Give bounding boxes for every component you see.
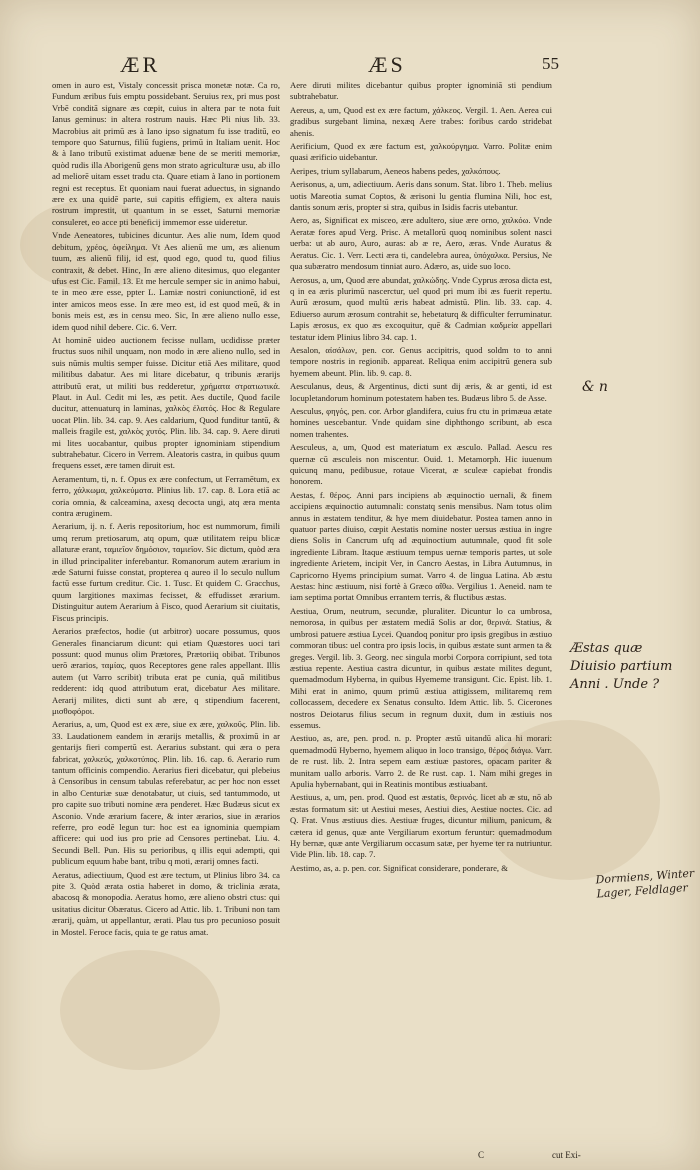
entry-paragraph: Aesculeus, a, um, Quod est materiatum ex æsculo. Pallad. Aescu res quernæ cū æsculeis non miscentur. Ouid. 1. Metamorph. Hic iuuenum quicunq manu, pedibusue, rotaue Vicerat, æ sculeæ capiebat frondis honorem. (290, 442, 552, 487)
entry-paragraph: Aerisonus, a, um, adiectiuum. Aeris dans sonum. Stat. libro 1. Theb. melius uotis Mareotia sumat Coptos, & ærisoni lu gentia flumina Nili, hoc est, dantis sonum æris, propter si stra, quibus in Isidis facris utebantur. (290, 179, 552, 213)
handwritten-margin-note: Dormiens, Winter Lager, Feldlager (595, 866, 695, 901)
entry-paragraph: Aerosus, a, um, Quod ære abundat, χαλκώδης. Vnde Cyprus ærosa dicta est, q in ea æris plurimū nascerctur, uel quod pri mum ibi æs fuerit repertu. Aurū ærosum, quod multū æris habeat admistū. Plin. lib. 33. cap. 4. Ediuerso aurum ærosum contrahit se, hebetaturq & difficulter ferruminatur. Lapis ærosus, ex quo æs excoquitur, quē & Cadmian καδμεία appellari testatur idem Plinius libro 34. cap. 1. (290, 274, 552, 342)
right-column (290, 80, 552, 1130)
entry-paragraph: Aesculanus, deus, & Argentinus, dicti sunt dij æris, & ar genti, id est locupletandorum hominum potestatem haben tes. Budæus libro 5. de Asse. (290, 381, 552, 403)
entry-paragraph: Aestas, f. θέρος. Anni pars incipiens ab æquinoctio uernali, & finem accipiens æquinoctio autumnali: constatq senis mensibus. Nam totus olim annus in æstatem tenditur, & hye mem diuidebatur. Postea tamen anno in quatuor partes diuiso, cœpit Aestatis nomine noster uersus æstiua in ingre diens Solis in Cancrum ufq ad æquinoctium autumnale, quod fit sole ingrediente Libram. Itaque æstiuum tempus uernæ temporis partes, ut sole ingrediente Arietem, incipit Ver, in Cancro Aestas, in Libra Autumnus, in Capricorno Hyems principium sumat. Varro 4. de lingua Latina. Ab æstu Aestas: hinc æstiuum, nisi fortè à Græco αἴθω. Vergilius 1. Aeneid. nam te iam septima portat Omnibus errantem terris, & fluctibus æstas. (290, 489, 552, 603)
entry-paragraph: Aestiua, Orum, neutrum, secundæ, pluraliter. Dicuntur lo ca umbrosa, nemorosa, in quibus per æstatem mediā Solis ar dor, θερινά. Statius, & umbrosi patuere æstiua Lycei. Quandoq ponitur pro ipsis gregibus in æstiuo commoran tibus: uel contra pro ipsis locis, in quibus æstate sunt armen ta & greges. Vergil. lib. 3. Georg. nec singula morbi Corpora corripiunt, sed tota æstiua repente. Aestiua castra dicuntur, in quibus æstate milites degunt, quemadmodum Hyberna, in quibus Hyememe transigunt. Cic. Epist. lib. 1. Mihi erat in animo, quum primū æstiua attigissem, militaremq rem collocassem, decedere ex Senatus consulto. Idem Attic. lib. 5. Cicerones nostros Deiotarus filius secum in regnum duxit, dum in æstiuis nos essemus. (290, 605, 552, 730)
entry-paragraph: Aerarios præfectos, hodie (ut arbitror) uocare possumus, quos Generales financiarum dicunt: qui etiam Quæstores uoci tari possunt: quod munus olim Prætores, Prætoriiq obibat. Tribunos uerō ærarios, ταμίας, quos Receptores gene rales appellant. Illis autem (ut Varro scribit) tributa erat pe cunia, quā militibus redderent: idq quod attributum erat, dicebatur Aes militare. Aerarij milites, dicti sunt ab ære, q stipendium facerent, μισθοφόροι. (52, 626, 280, 716)
handwritten-margin-note: Æstas quæ Diuisio partium Anni . Unde ? (570, 641, 673, 692)
entry-paragraph: Aeramentum, ti, n. f. Opus ex ære confectum, ut Ferramētum, ex ferro, χάλκωμα, χαλκεύματα. Plinius lib. 17. cap. 8. Lora etiā ac coria omnia, & calceamina, axesq decocta ungi, atq æra menta contra æruginem. (52, 473, 280, 519)
entry-paragraph: Aere diruti milites dicebantur quibus propter ignominiā sti pendium subtrahebatur. (290, 80, 552, 102)
entry-paragraph: Aestiuus, a, um, pen. prod. Quod est æstatis, θερινός. licet ab æ stu, nō ab æstas formatum sit: ut Aestiui meses, Aestiui dies, Aestiue noctes. Cic. ad Q. Frat. Vnus æstiuus dies. Aestiuæ fruges, dicuntur milium, panicum, & cætera id genus, quæ ante Vergiliarum exortum feruntur: quemadmodum Hy bernæ, quæ ante Vergiliarum occasum satæ, per hyeme ter ra nutriuntur. Vide Plin. lib. 18. cap. 7. (290, 792, 552, 860)
page-number: 55 (542, 54, 559, 73)
entry-paragraph: At hominē uideo auctionem fecisse nullam, ucdidisse præter fructus suos nihil unquam, non modo in ære alieno nullo, sed in suis nūmis multis semper fuisse. Dicitur etiā Aes militare, quod militibus dabatur. Aes mi litare dicebatur, q tribunis ærarijs attributū erat, ut militi bus redderetur, χρήματα στρατιωτικά. Plaut. in Aul. Cedit mi les, æs petit. Aes ductile, Quod facile ducitur, attenuaturq in laminas, χαλκὸς ἐλατός. Hoc & Regulare uocat Plin. lib. 34. cap. 9. Aes caldarium, Quod funditur tantū, & malleis fragile est, χαλκὸς χυτός. Plin. lib. 34. cap. 9. Aere diruti mi lites uocabantur, quibus propter ignominiam stipendium subtrahebatur. Cicero in Verrem. Aleatoris castra, in quibus quum frequens esset, ære tamen diruit est. (52, 334, 280, 471)
entry-paragraph: Aero, as, Significat ex misceo, ære adultero, siue ære orno, χαλκόω. Vnde Aeratæ fores apud Verg. Prisc. A metallorū quoq nominibus solent nasci uerba: ut ab auro, Auro, auras: ab æ re, Aero, æras. Vnde Auratus & Aeratus. Cic. 1. Verr. Lecti æra ti, candelebra aurea, ὑπόχαλκα. Persius, Ne qua subæratro mendosum tinniat auro. Adæro, as, uide suo loco. (290, 215, 552, 272)
entry-paragraph: Aestiuo, as, are, pen. prod. n. p. Propter æstū uitandū alica hi morari: quemadmodū Hyberno, hyemem aliquo in loco transigo, θέρος διάγω. Varr. de re rust. lib. 2. Intra sepem eam æstiuæ pastores, opacam pariter & munitam uallo arboris. Varro 2. de Re rust. cap. 1. Nam mihi greges in Apulia hybernabant, qui in Reatinis montibus æstiuabant. (290, 733, 552, 789)
signature-mark: C (478, 1150, 485, 1160)
entry-paragraph: Aerarium, ij. n. f. Aeris repositorium, hoc est nummorum, fimili umq rerum pretiosarum, atq opum, quæ utilitatem reipu blicæ allaturæ erant, ταμιεῖον δημόσιον, ταμιεῖον. Sic dictum, quòd æra in illud principaliter inferebantur. Romanorum autem ærarium in æde Saturni fuisse constat, propterea q aureo il lo seculo nullum factū esse furtum creditur. Cic. 1. Tusc. Et quidem C. Gracchus, quum largitiones maximas fecisset, & effudisset ærarium. Distinguitur autem Aerarium à Fisco, quod Aerarium sit ciuitatis, Fiscus principis. (52, 521, 280, 623)
header-left: ÆR (120, 52, 161, 77)
entry-paragraph: Aesalon, αἰσάλων, pen. cor. Genus accipitris, quod soldm to to anni tempore nostris in regionib. appareat. Reliqua enim accipitrū genera sub hyemem abeunt. Plin. lib. 9. cap. 8. (290, 344, 552, 378)
entry-paragraph: omen in auro est, Vistaly concessit prisca monetæ notæ. Ca ro, Fundum æribus fuis emptu possidebant. Seruius rex, pri mus post Vrbē conditā signare æs cœpit, cuius in altera par te nota fuit Ianus geminus: in altera rostrum nauis. Hæc Pli nius lib. 33. Macrobius ait primū æs à Iano ipso signatum fu isse traditū, eo tempore quo Saturnus, filiū fugiens, primū in Italiam uenit. Hoc & à Iano tributū existimat aduenæ bene de se meriti memoriæ, quòd rudis illa Aborigenū gens mon strato agriculturæ usu, ab illo ad meliorē uitam esset tradu cta. Quare etiam à Iano in portionem regni est receptus. Et quoniam naui fuerat aduectus, in signando ære ex una quidē parte, sui capitis effigiem, ex altera nauis rostrum imprestit, ut quantum in se esset, Saturni memoriæ consuleret, eo acce pti beneficij immemor esse uideretur. (52, 80, 280, 227)
entry-paragraph: Aestimo, as, a. p. pen. cor. Significat considerare, ponderare, & (290, 862, 508, 873)
left-column (52, 80, 280, 1130)
entry-paragraph: Aesculus, φηγός, pen. cor. Arbor glandifera, cuius fru ctu in primæua ætate homines uescebantur. Vnde quidam sine diphthongo scribunt, ab esca nomen trahentes. (290, 405, 552, 439)
header-center: ÆS (368, 52, 406, 77)
running-header (0, 52, 700, 82)
entry-paragraph: Aerificium, Quod ex ære factum est, χαλκούργημα. Varro. Politæ enim quasi ærificio uidebantur. (290, 141, 552, 163)
entry-paragraph: Aerarius, a, um, Quod est ex ære, siue ex ære, χαλκοῦς. Plin. lib. 33. Laudationem eandem in ærarijs metallis, & proximū in ar gentarijs fieri compertū est. Aerarius substant. qui æra o pera fabricat, χαλκεύς, χαλκοτύπος. Plin. lib. 16. cap. 6. Aerario rum tantum officinis compendio. Aerarius fieri dicebatur, qui plebeius à Censoribus in censum tabulas referebatur, ac per hoc non esset in albo Centuriæ suæ denotabatur, ut ciuis, sed tantummodo, ut pro capite suo tributi nomine æra penderet. Hæc Budæus sicut ex Asconio. Vnde ærarium facere, & inter ærarios, siue in ærarios referre, pro eodē legun tur: hoc est ea ignominia quempiam afficere: qui uod ius pro prie ad Censores pertinebat. Liu. 4. Secundi Bell. Pun. His su perioribus, q illis equi adempti, qui publicum equum habe bant, tribu q moti, ærarij omnes facti. (52, 719, 280, 867)
catchword: cut Exi- (552, 1150, 581, 1160)
entry-paragraph: Aereus, a, um, Quod est ex ære factum, χάλκεος. Vergil. 1. Aen. Aerea cui gradibus surgebant limina, nexæq Aere trabes: foribus cardo stridebat ahenis. (290, 104, 552, 138)
entry-paragraph: Aeripes, trium syllabarum, Aeneos habens pedes, χαλκόπους. (290, 165, 501, 176)
entry-paragraph: Vnde Aeneatores, tubicines dicuntur. Aes alie num, Idem quod debitum, χρέος, ὀφείλημα. Vt Aes alienū me um, æs alienum tuum, æs alienū filij, id est, quod ego, quod tu, quod filius contraxit, & debet. Hinc, In ære alieno ditesimus, quo eleganter ufus est Cic. Famil. 13. Et me hercule semper sic in animo habui, te in meo ære esse, ppter L. Lamiæ nostri coniunctionē, id est inter amicos meos esse. In ære meo est, id est quod meū, & in bonis meis est, æs in censu meo. Sic, In ære alieno nullo esse, idem quod nihil debere. Cic. 6. Verr. (52, 230, 280, 332)
entry-paragraph: Aeratus, adiectiuum, Quod est ære tectum, ut Plinius libro 34. ca pite 3. Quòd ærata ostia haberet in domo, & triclinia ærata, abacosq & monopodia. Aeratus homo, ære alieno obstri ctus: qui usitatius dicitur Obæratus. Cicero ad Attic. lib. 1. Tribuni non tam ærarij, quàm, ut appellantur, ærati. Plau tus pro pecunioso posuit in Mostel. Feroce facis, quia te ge ratus amat. (52, 869, 280, 937)
handwritten-margin-note: & n (582, 379, 608, 395)
